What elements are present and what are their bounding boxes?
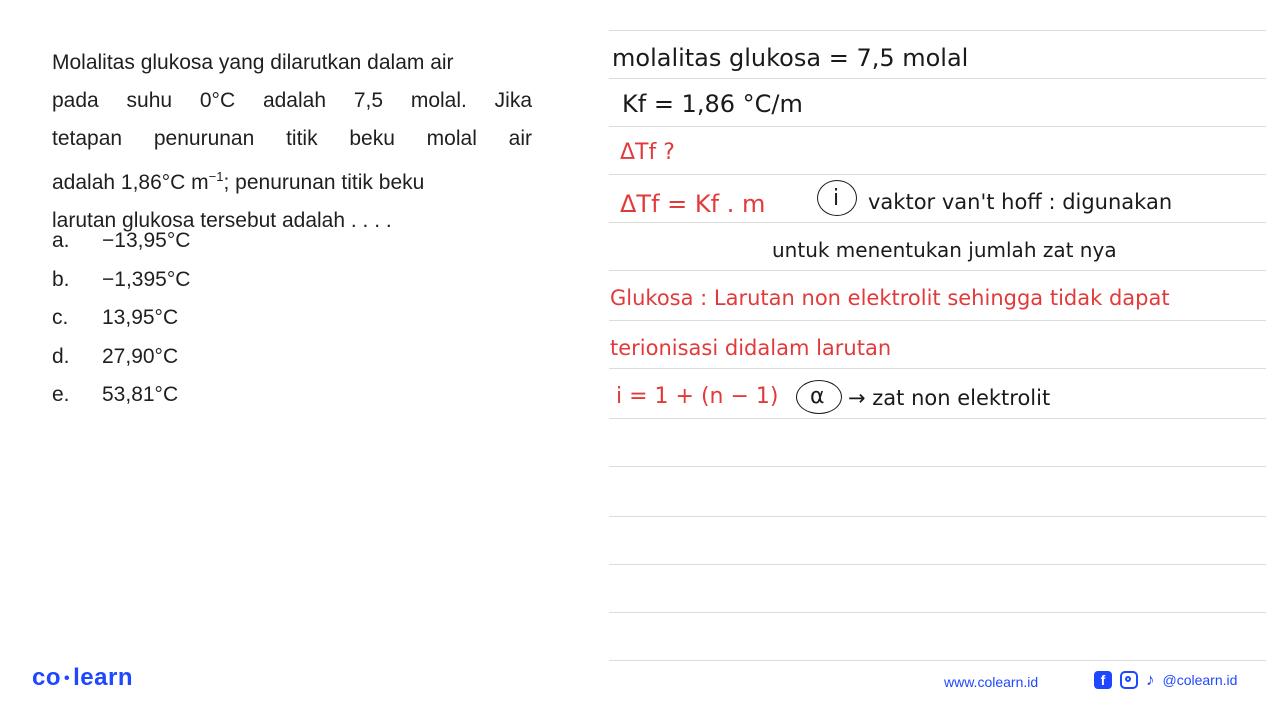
ruled-line bbox=[609, 320, 1266, 321]
social-links bbox=[1094, 670, 1237, 690]
ruled-line bbox=[609, 612, 1266, 613]
question-line: pada suhu 0°C adalah 7,5 molal. Jika bbox=[52, 89, 532, 112]
handwritten-line-8b: → zat non elektrolit bbox=[848, 386, 1051, 410]
ruled-line bbox=[609, 418, 1266, 419]
website-link[interactable]: www.colearn.id bbox=[944, 674, 1039, 690]
ruled-line bbox=[609, 564, 1266, 565]
ruled-line bbox=[609, 222, 1266, 223]
question-line bbox=[52, 158, 532, 202]
social-handle[interactable]: @colearn.id bbox=[1162, 672, 1238, 688]
option-d: d. 27,90°C bbox=[52, 344, 179, 368]
ruled-line bbox=[609, 660, 1266, 661]
tiktok-icon[interactable]: ♪ bbox=[1146, 670, 1155, 689]
question-line: tetapan penurunan titik beku molal air bbox=[52, 127, 532, 150]
handwritten-line-4a: ΔTf = Kf . m bbox=[620, 190, 766, 218]
ruled-line bbox=[609, 174, 1266, 175]
question-line: larutan glukosa tersebut adalah . . . . bbox=[52, 209, 392, 232]
option-c: c. 13,95°C bbox=[52, 306, 179, 329]
ruled-line bbox=[609, 466, 1266, 467]
handwritten-i: i bbox=[833, 186, 840, 211]
handwritten-line-8a: i = 1 + (n − 1) bbox=[616, 384, 779, 409]
ruled-line bbox=[609, 78, 1266, 79]
handwritten-line-7: terionisasi didalam larutan bbox=[610, 336, 892, 360]
option-a: a. −13,95°C bbox=[52, 229, 191, 252]
instagram-icon[interactable] bbox=[1120, 671, 1138, 689]
ruled-line bbox=[609, 30, 1266, 31]
ruled-line bbox=[609, 270, 1266, 271]
option-b: b. −1,395°C bbox=[52, 267, 191, 291]
handwritten-line-1: molalitas glukosa = 7,5 molal bbox=[612, 44, 969, 72]
question-fragment: adalah 1,86°C $m^{-1}$; penurunan titik beku bbox=[52, 169, 425, 194]
handwritten-alpha: α bbox=[810, 384, 825, 409]
handwritten-line-4b: vaktor van't hoff : digunakan bbox=[868, 190, 1173, 214]
colearn-logo: co • learn bbox=[32, 664, 133, 691]
handwritten-line-3: ΔTf ? bbox=[620, 140, 675, 165]
handwritten-line-6: Glukosa : Larutan non elektrolit sehingga tidak dapat bbox=[610, 286, 1170, 310]
answer-options bbox=[52, 222, 190, 415]
ruled-line bbox=[609, 516, 1266, 517]
ruled-line bbox=[609, 126, 1266, 127]
question-line: Molalitas glukosa yang dilarutkan dalam air bbox=[52, 51, 454, 74]
question-text bbox=[52, 44, 532, 240]
ruled-line bbox=[609, 368, 1266, 369]
facebook-icon[interactable]: f bbox=[1094, 671, 1112, 689]
handwritten-line-2: Kf = 1,86 °C/m bbox=[622, 90, 803, 118]
handwritten-line-5: untuk menentukan jumlah zat nya bbox=[772, 238, 1117, 262]
option-e: e. 53,81°C bbox=[52, 383, 179, 406]
